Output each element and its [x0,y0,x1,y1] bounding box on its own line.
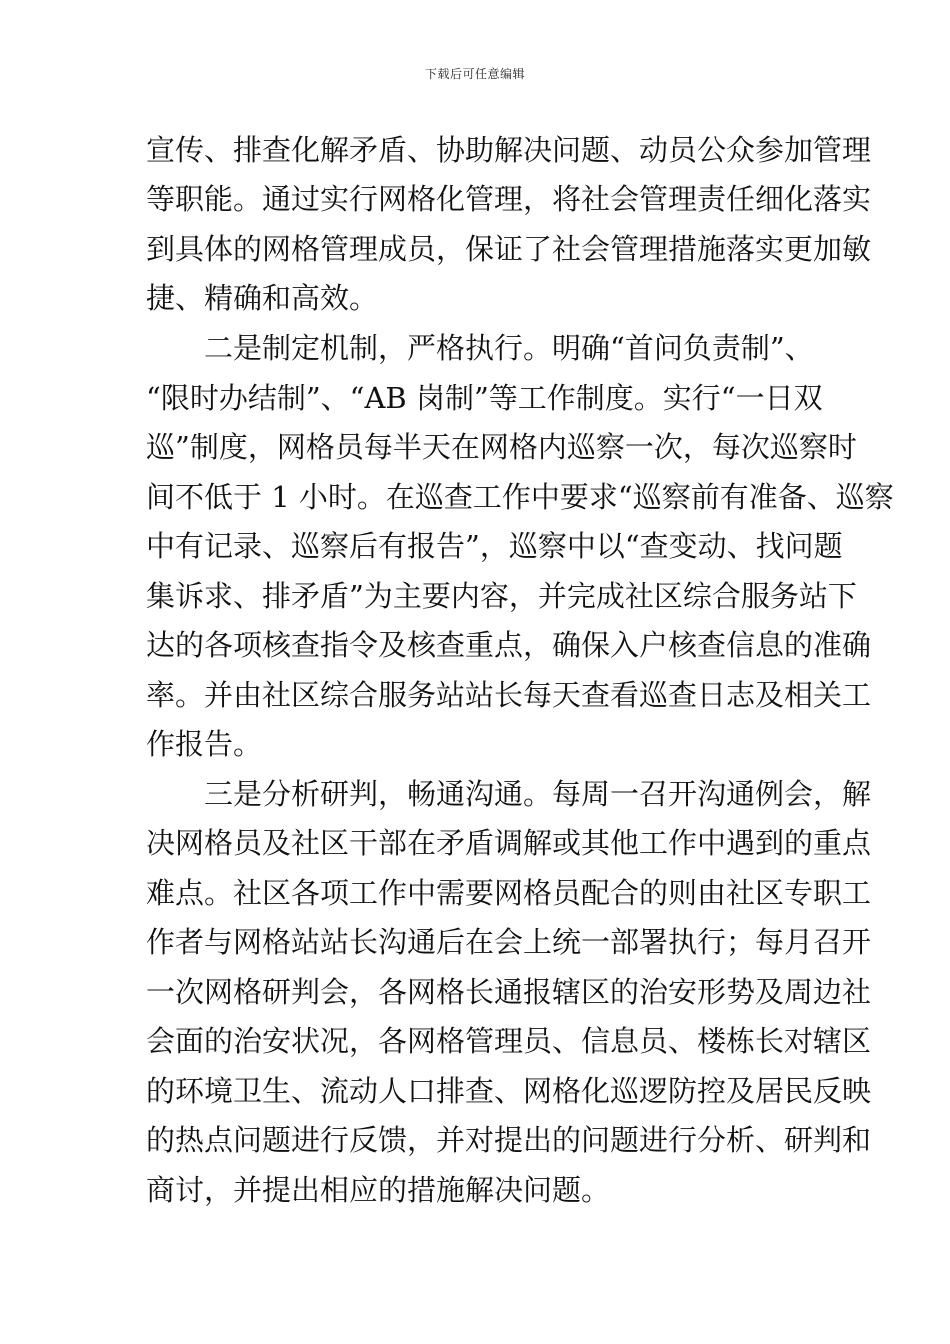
paragraph-3-line-7: 的环境卫生、流动人口排查、网格化巡逻防控及居民反映 [146,1074,872,1108]
paragraph-2-line-3: 巡”制度，网格员每半天在网格内巡察一次，每次巡察时 [146,430,857,464]
paragraph-3-line-2: 决网格员及社区干部在矛盾调解或其他工作中遇到的重点 [146,826,872,860]
paragraph-3-line-4: 作者与网格站站长沟通后在会上统一部署执行；每月召开 [146,925,872,959]
paragraph-2-line-5: 中有记录、巡察后有报告”，巡察中以“查变动、找问题 [146,529,843,563]
paragraph-2-line-9: 作报告。 [146,727,263,761]
paragraph-3-line-3: 难点。社区各项工作中需要网格员配合的则由社区专职工 [146,876,872,910]
paragraph-3-line-1: 三是分析研判，畅通沟通。每周一召开沟通例会，解 [204,777,872,811]
paragraph-2-line-2: “限时办结制”、“AB 岗制”等工作制度。实行“一日双 [146,381,823,415]
paragraph-1-line-4: 捷、精确和高效。 [146,281,379,315]
paragraph-1-line-1: 宣传、排查化解矛盾、协助解决问题、动员公众参加管理 [146,133,872,167]
paragraph-1-line-3: 到具体的网格管理成员，保证了社会管理措施落实更加敏 [146,232,872,266]
paragraph-3-line-8: 的热点问题进行反馈，并对提出的问题进行分析、研判和 [146,1123,872,1157]
paragraph-2-line-7: 达的各项核查指令及核查重点，确保入户核查信息的准确 [146,628,872,662]
paragraph-3-line-6: 会面的治安状况，各网格管理员、信息员、楼栋长对辖区 [146,1024,872,1058]
paragraph-1-line-2: 等职能。通过实行网格化管理，将社会管理责任细化落实 [146,182,872,216]
paragraph-2-line-1: 二是制定机制，严格执行。明确“首问负责制”、 [204,331,814,365]
paragraph-3-line-9: 商讨，并提出相应的措施解决问题。 [146,1173,611,1207]
paragraph-2-line-6: 集诉求、排矛盾”为主要内容，并完成社区综合服务站下 [146,579,857,613]
page-header: 下载后可任意编辑 [424,67,525,81]
paragraph-3-line-5: 一次网格研判会，各网格长通报辖区的治安形势及周边社 [146,975,872,1009]
paragraph-2-line-4: 间不低于 1 小时。在巡查工作中要求“巡察前有准备、巡察 [146,480,894,514]
paragraph-2-line-8: 率。并由社区综合服务站站长每天查看巡查日志及相关工 [146,678,872,712]
